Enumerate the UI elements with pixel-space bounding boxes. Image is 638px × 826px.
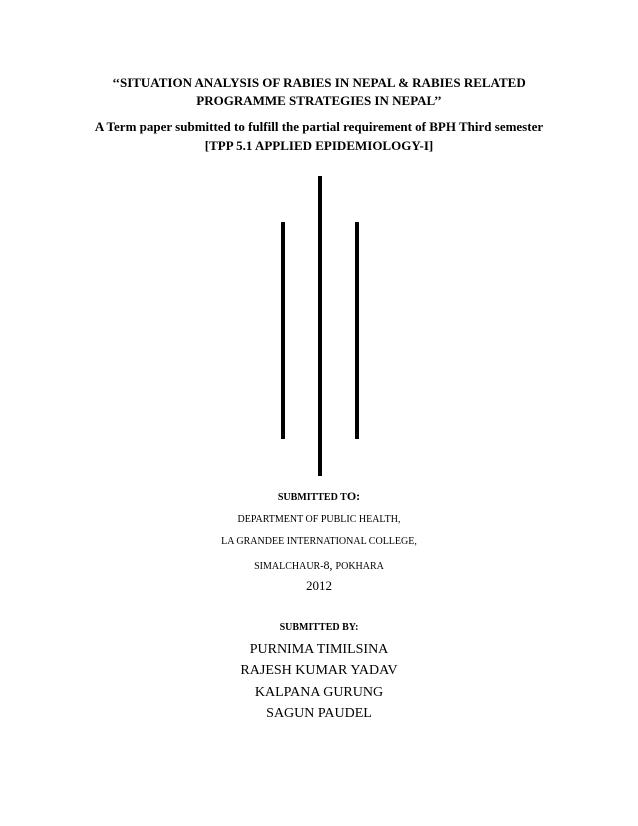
decorative-bar-right xyxy=(355,222,359,439)
decorative-bar-center xyxy=(318,176,322,476)
college-address xyxy=(0,558,638,573)
subtitle-line-1: A Term paper submitted to fulfill the partial requirement of BPH Third semester xyxy=(94,119,544,134)
author-4: SAGUN PAUDEL xyxy=(266,706,372,721)
subtitle-line-2: [TPP 5.1 APPLIED EPIDEMIOLOGY-I] xyxy=(204,138,434,153)
submitted-by-heading: SUBMITTED BY: xyxy=(279,622,359,633)
submitted-to-heading-main: SUBMITTED T xyxy=(277,492,347,503)
college-name: LA GRANDEE INTERNATIONAL COLLEGE, xyxy=(221,536,417,547)
address-part-a: SIMALCHAUR- xyxy=(254,561,324,572)
author-1: PURNIMA TIMILSINA xyxy=(249,642,389,657)
title-line-2: PROGRAMME STRATEGIES IN NEPAL’’ xyxy=(196,93,442,108)
submitted-to-heading xyxy=(0,487,638,505)
decorative-bar-left xyxy=(281,222,285,439)
submitted-to-heading-end: O: xyxy=(346,489,361,503)
address-part-c: POKHARA xyxy=(335,561,384,572)
author-3: KALPANA GURUNG xyxy=(254,685,384,700)
department-name: DEPARTMENT OF PUBLIC HEALTH, xyxy=(237,514,401,525)
title-line-1: ‘‘SITUATION ANALYSIS OF RABIES IN NEPAL & RABIES RELATED xyxy=(112,75,526,90)
address-part-b: 8, xyxy=(323,558,336,572)
author-2: RAJESH KUMAR YADAV xyxy=(240,663,398,678)
submission-year: 2012 xyxy=(306,578,332,593)
